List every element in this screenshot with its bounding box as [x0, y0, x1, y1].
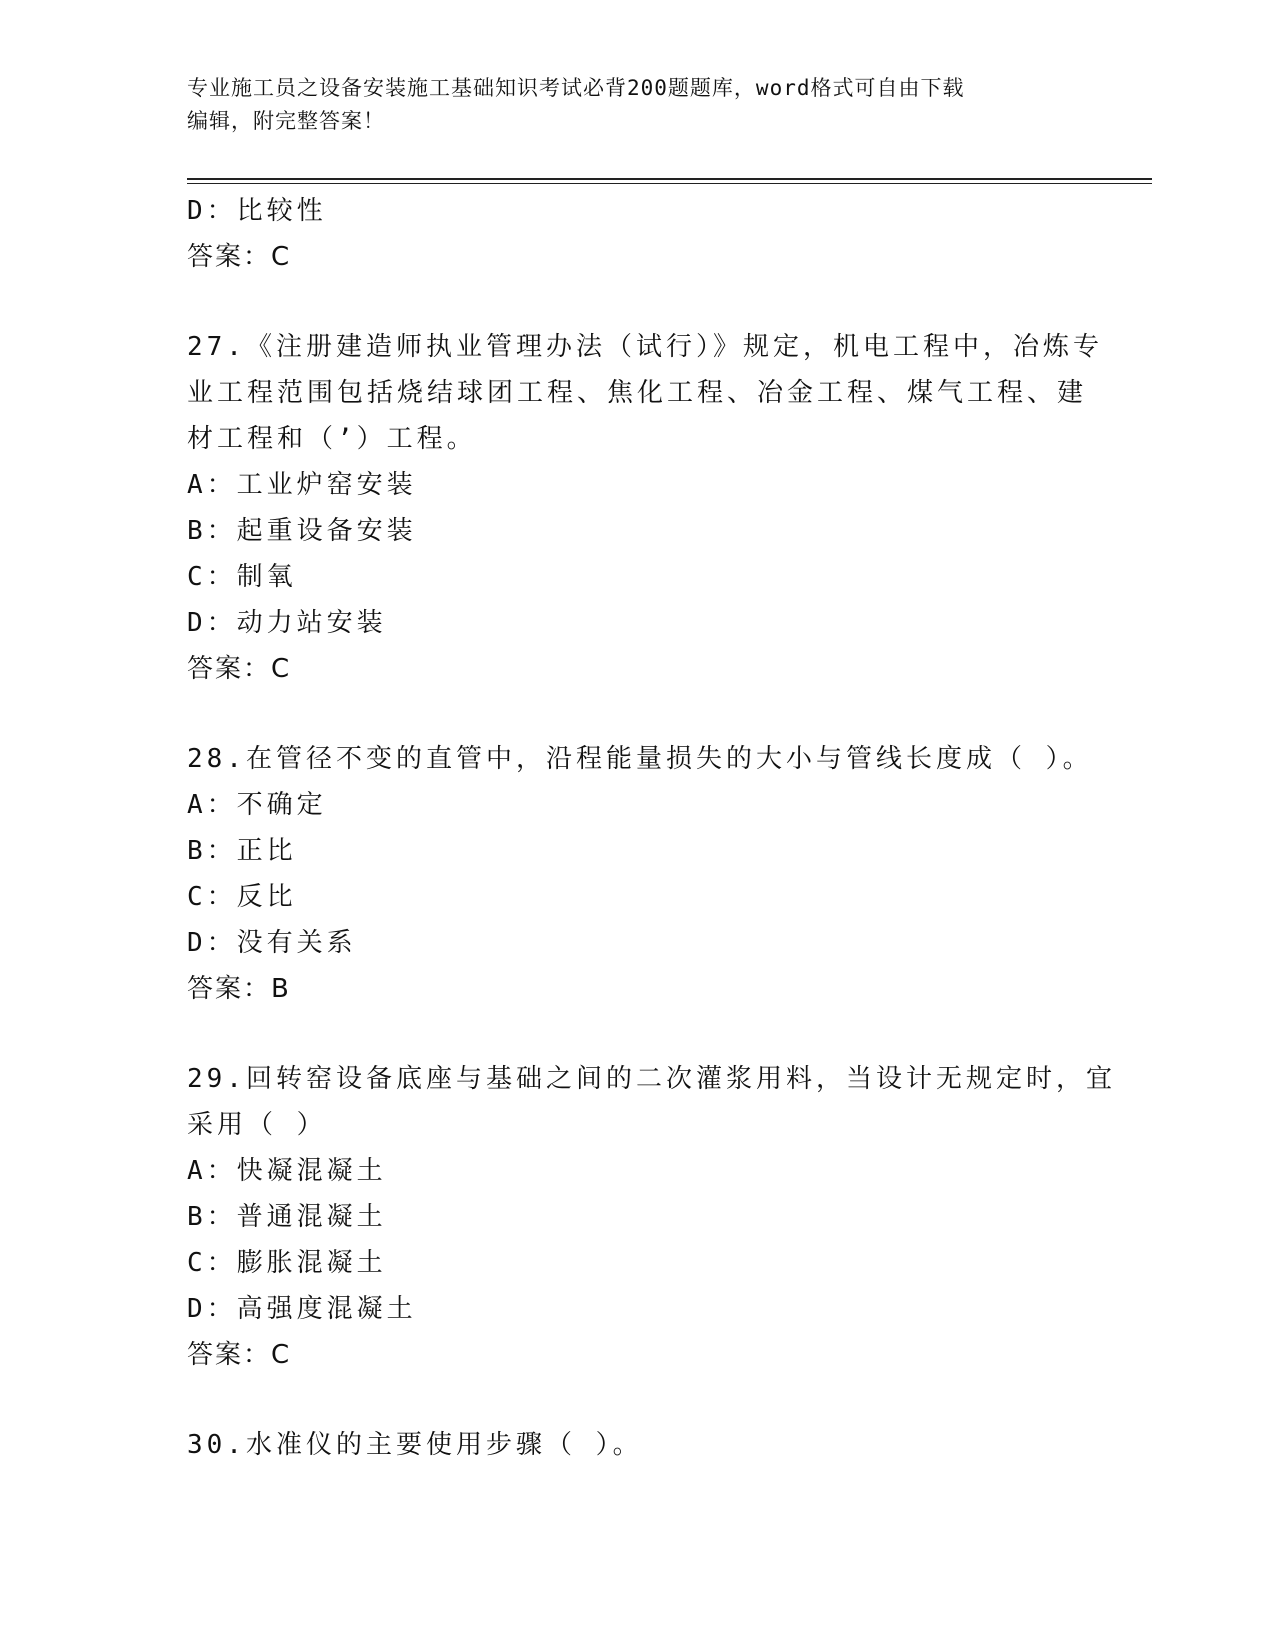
spacer: [187, 280, 1087, 324]
answer-line: 答案：C: [187, 242, 292, 272]
question-stem-line: 28.在管径不变的直管中，沿程能量损失的大小与管线长度成（ ）。: [187, 744, 1093, 774]
question-stem-line: 30.水准仪的主要使用步骤（ ）。: [187, 1430, 643, 1460]
spacer: [187, 1378, 1087, 1422]
answer-line: 答案：C: [187, 1340, 292, 1370]
option-d: D：动力站安装: [187, 608, 387, 638]
option-d: D：高强度混凝土: [187, 1294, 417, 1324]
question-stem-line: 业工程范围包括烧结球团工程、焦化工程、冶金工程、煤气工程、建: [187, 378, 1088, 408]
document-header: [187, 72, 1087, 138]
header-title-line-1: 专业施工员之设备安装施工基础知识考试必背200题题库，word格式可自由下载: [187, 76, 965, 100]
spacer: [187, 692, 1087, 736]
question-27: [187, 324, 1103, 692]
question-stem-line: 29.回转窑设备底座与基础之间的二次灌浆用料，当设计无规定时，宜: [187, 1064, 1116, 1094]
option-d: D：没有关系: [187, 928, 357, 958]
previous-question-tail: [187, 188, 1087, 280]
answer-line: 答案：C: [187, 654, 292, 684]
option-b: B：起重设备安装: [187, 516, 417, 546]
question-stem: [187, 1422, 1087, 1468]
option-b: B：正比: [187, 836, 297, 866]
question-stem-line: 材工程和（’）工程。: [187, 424, 477, 454]
option-c: C：反比: [187, 882, 297, 912]
header-divider-thin: [187, 183, 1152, 184]
spacer: [187, 1012, 1087, 1056]
header-title-line-2: 编辑，附完整答案！: [187, 109, 385, 133]
question-list: [187, 188, 1116, 1468]
option-a: A：快凝混凝土: [187, 1156, 387, 1186]
question-stem: [187, 324, 1103, 462]
question-29: [187, 1056, 1116, 1378]
option-a: A：不确定: [187, 790, 327, 820]
question-28: [187, 736, 1093, 1012]
option-c: C：膨胀混凝土: [187, 1248, 387, 1278]
header-divider-thick: [187, 178, 1152, 180]
question-30: [187, 1422, 1087, 1468]
question-stem: [187, 1056, 1116, 1148]
option-a: A：工业炉窑安装: [187, 470, 417, 500]
option-c: C：制氧: [187, 562, 297, 592]
option-b: B：普通混凝土: [187, 1202, 387, 1232]
question-stem-line: 27.《注册建造师执业管理办法（试行）》规定，机电工程中，冶炼专: [187, 332, 1103, 362]
answer-line: 答案：B: [187, 974, 291, 1004]
question-stem-line: 采用（ ）: [187, 1110, 327, 1140]
question-stem: [187, 736, 1093, 782]
option-d: D：比较性: [187, 196, 327, 226]
